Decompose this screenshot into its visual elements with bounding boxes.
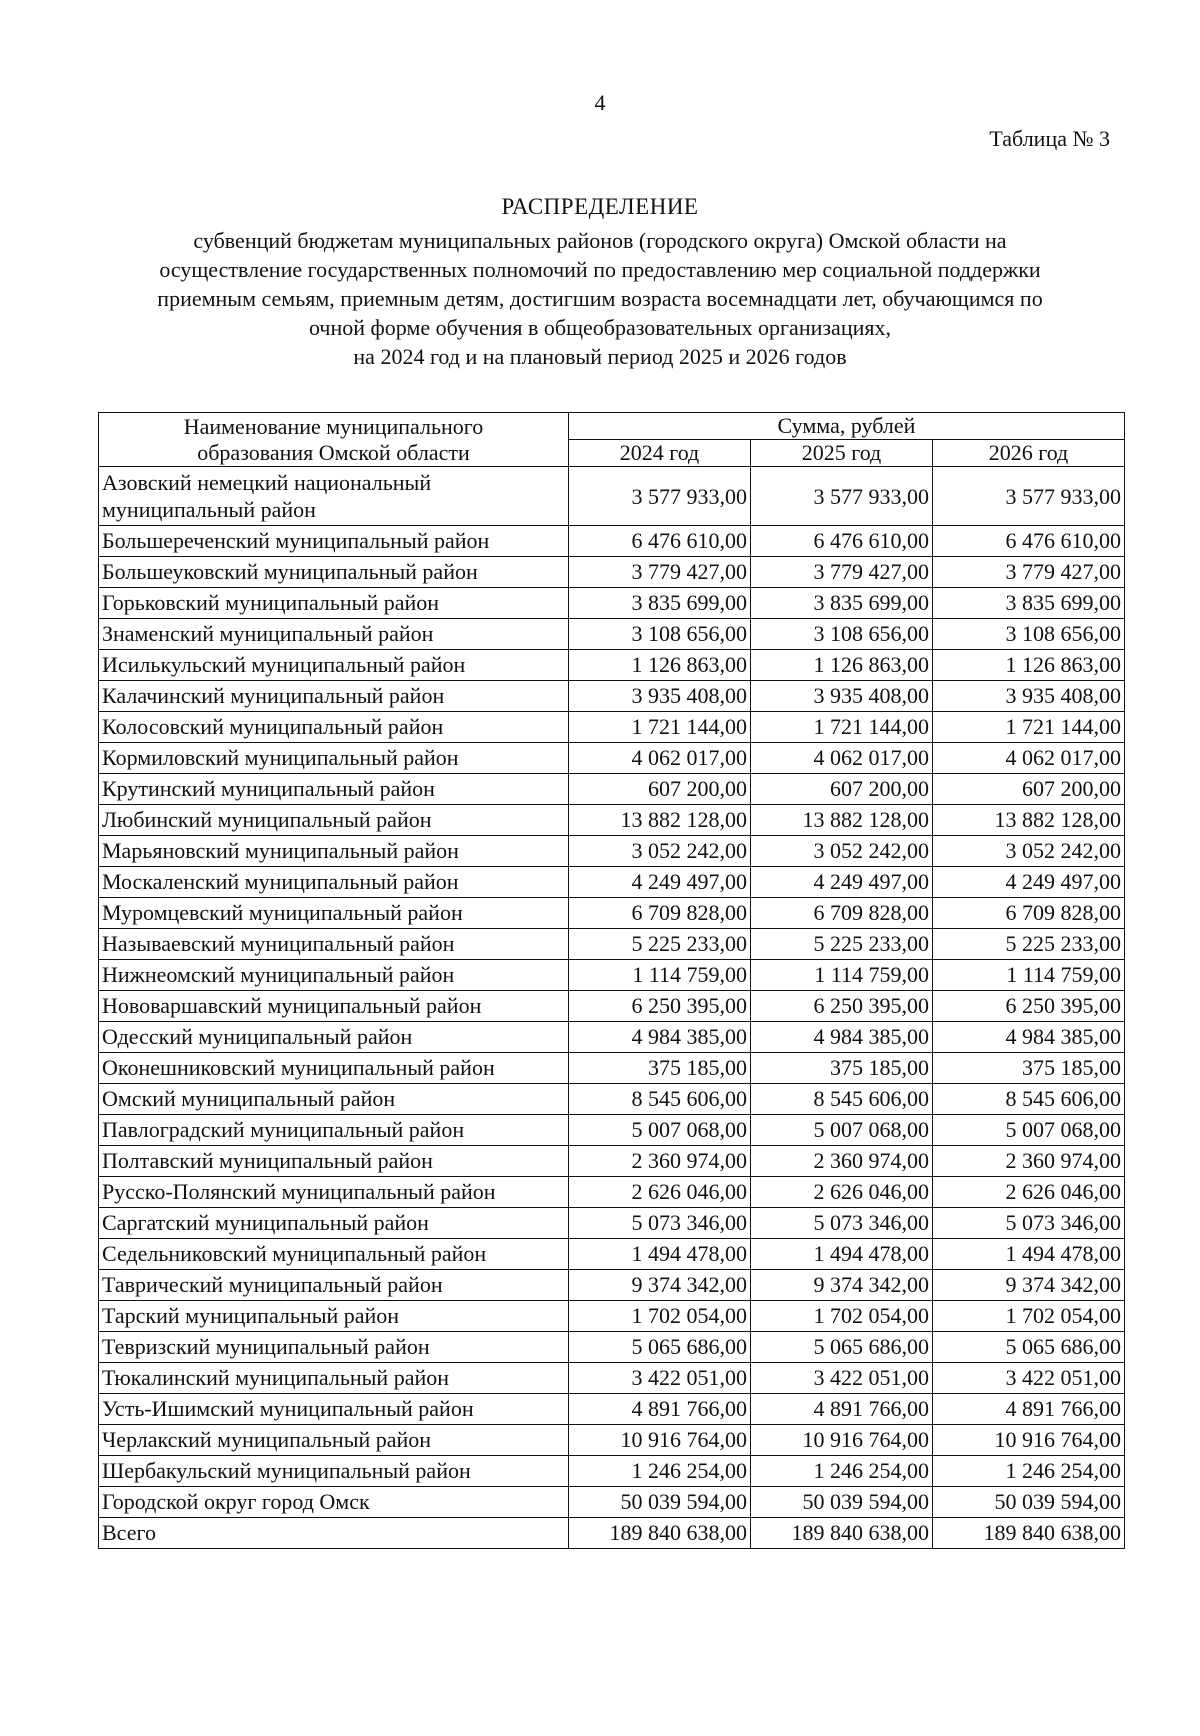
amount-2025: 4 891 766,00 [751,1394,933,1425]
amount-2024: 1 702 054,00 [569,1301,751,1332]
total-row [99,1518,1125,1549]
amount-2026: 4 891 766,00 [933,1394,1125,1425]
header-year-2025: 2025 год [751,440,933,467]
table-row [99,557,1125,588]
municipality-name: Павлоградский муниципальный район [99,1115,569,1146]
amount-2024: 3 935 408,00 [569,681,751,712]
table-row [99,1084,1125,1115]
amount-2025: 1 126 863,00 [751,650,933,681]
amount-2025: 13 882 128,00 [751,805,933,836]
table-row [99,1487,1125,1518]
amount-2024: 8 545 606,00 [569,1084,751,1115]
amount-2025: 6 250 395,00 [751,991,933,1022]
amount-2026: 1 702 054,00 [933,1301,1125,1332]
amount-2025: 1 702 054,00 [751,1301,933,1332]
municipality-name: Любинский муниципальный район [99,805,569,836]
amount-2024: 1 246 254,00 [569,1456,751,1487]
table-header-row [99,413,1125,440]
amount-2026: 6 476 610,00 [933,526,1125,557]
amount-2026: 50 039 594,00 [933,1487,1125,1518]
table-row [99,1177,1125,1208]
municipality-name: Большеуковский муниципальный район [99,557,569,588]
amount-2024: 10 916 764,00 [569,1425,751,1456]
amount-2026: 13 882 128,00 [933,805,1125,836]
amount-2026: 3 779 427,00 [933,557,1125,588]
subtitle-line: на 2024 год и на плановый период 2025 и 2026 годов [353,344,847,369]
table-row [99,619,1125,650]
document-subtitle [100,226,1100,371]
table-row [99,681,1125,712]
municipality-name-line: муниципальный район [102,497,316,522]
municipality-name: Оконешниковский муниципальный район [99,1053,569,1084]
table-row [99,960,1125,991]
municipality-name: Седельниковский муниципальный район [99,1239,569,1270]
municipality-name-line: Азовский немецкий национальный [102,470,432,495]
amount-2026: 607 200,00 [933,774,1125,805]
municipality-name: Русско-Полянский муниципальный район [99,1177,569,1208]
amount-2024: 6 250 395,00 [569,991,751,1022]
amount-2024: 50 039 594,00 [569,1487,751,1518]
header-name-column [99,413,569,467]
amount-2024: 4 062 017,00 [569,743,751,774]
municipality-name: Всего [99,1518,569,1549]
table-row [99,1208,1125,1239]
amount-2025: 9 374 342,00 [751,1270,933,1301]
table-row [99,1332,1125,1363]
municipality-name: Городской округ город Омск [99,1487,569,1518]
municipality-name: Знаменский муниципальный район [99,619,569,650]
amount-2024: 607 200,00 [569,774,751,805]
table-row [99,1425,1125,1456]
amount-2026: 4 249 497,00 [933,867,1125,898]
table-row [99,929,1125,960]
amount-2026: 3 422 051,00 [933,1363,1125,1394]
table-row [99,712,1125,743]
table-label: Таблица № 3 [989,126,1110,151]
municipality-name [99,467,569,526]
table-row [99,1053,1125,1084]
municipality-name: Таврический муниципальный район [99,1270,569,1301]
amount-2026: 3 108 656,00 [933,619,1125,650]
amount-2026: 8 545 606,00 [933,1084,1125,1115]
amount-2024: 6 476 610,00 [569,526,751,557]
amount-2026: 5 007 068,00 [933,1115,1125,1146]
amount-2024: 1 114 759,00 [569,960,751,991]
table-row [99,743,1125,774]
amount-2025: 3 835 699,00 [751,588,933,619]
amount-2024: 6 709 828,00 [569,898,751,929]
amount-2024: 13 882 128,00 [569,805,751,836]
amount-2026: 1 126 863,00 [933,650,1125,681]
municipality-name: Полтавский муниципальный район [99,1146,569,1177]
amount-2024: 9 374 342,00 [569,1270,751,1301]
table-row [99,1301,1125,1332]
municipality-name: Большереченский муниципальный район [99,526,569,557]
amount-2024: 3 577 933,00 [569,467,751,526]
amount-2025: 5 007 068,00 [751,1115,933,1146]
amount-2026: 1 494 478,00 [933,1239,1125,1270]
municipality-name: Калачинский муниципальный район [99,681,569,712]
amount-2026: 3 052 242,00 [933,836,1125,867]
amount-2024: 4 984 385,00 [569,1022,751,1053]
amount-2026: 3 935 408,00 [933,681,1125,712]
amount-2025: 50 039 594,00 [751,1487,933,1518]
amount-2025: 3 935 408,00 [751,681,933,712]
table-row [99,467,1125,526]
amount-2025: 3 052 242,00 [751,836,933,867]
header-name-line: образования Омской области [197,439,470,465]
amount-2025: 3 779 427,00 [751,557,933,588]
table-row [99,526,1125,557]
amount-2025: 3 577 933,00 [751,467,933,526]
amount-2025: 4 984 385,00 [751,1022,933,1053]
amount-2024: 2 360 974,00 [569,1146,751,1177]
amount-2024: 5 073 346,00 [569,1208,751,1239]
subtitle-line: осуществление государственных полномочий по предоставлению мер социальной поддержки [159,257,1041,282]
page-number: 4 [594,90,606,115]
municipality-name: Усть-Ишимский муниципальный район [99,1394,569,1425]
amount-2026: 3 835 699,00 [933,588,1125,619]
table-row [99,774,1125,805]
amount-2024: 1 126 863,00 [569,650,751,681]
amount-2026: 3 577 933,00 [933,467,1125,526]
amount-2024: 4 891 766,00 [569,1394,751,1425]
municipality-name: Тарский муниципальный район [99,1301,569,1332]
municipality-name: Муромцевский муниципальный район [99,898,569,929]
amount-2026: 189 840 638,00 [933,1518,1125,1549]
table-row [99,867,1125,898]
amount-2026: 4 984 385,00 [933,1022,1125,1053]
amount-2024: 4 249 497,00 [569,867,751,898]
amount-2026: 6 250 395,00 [933,991,1125,1022]
header-name-line: Наименование муниципального [183,413,484,439]
header-sum: Сумма, рублей [569,413,1125,440]
amount-2025: 4 249 497,00 [751,867,933,898]
municipality-name: Омский муниципальный район [99,1084,569,1115]
amount-2026: 1 246 254,00 [933,1456,1125,1487]
amount-2025: 6 709 828,00 [751,898,933,929]
table-row [99,1239,1125,1270]
amount-2026: 1 721 144,00 [933,712,1125,743]
municipality-name: Кормиловский муниципальный район [99,743,569,774]
municipality-name: Саргатский муниципальный район [99,1208,569,1239]
distribution-table [98,412,1125,1549]
amount-2025: 375 185,00 [751,1053,933,1084]
table-row [99,650,1125,681]
amount-2026: 375 185,00 [933,1053,1125,1084]
subtitle-line: приемным семьям, приемным детям, достигшим возраста восемнадцати лет, обучающимся по [157,286,1043,311]
amount-2024: 3 779 427,00 [569,557,751,588]
amount-2024: 1 494 478,00 [569,1239,751,1270]
table-row [99,898,1125,929]
amount-2026: 2 626 046,00 [933,1177,1125,1208]
amount-2025: 4 062 017,00 [751,743,933,774]
amount-2026: 5 073 346,00 [933,1208,1125,1239]
header-year-2026: 2026 год [933,440,1125,467]
amount-2025: 6 476 610,00 [751,526,933,557]
amount-2025: 607 200,00 [751,774,933,805]
amount-2024: 2 626 046,00 [569,1177,751,1208]
municipality-name: Нижнеомский муниципальный район [99,960,569,991]
amount-2026: 5 225 233,00 [933,929,1125,960]
municipality-name: Исилькульский муниципальный район [99,650,569,681]
table-row [99,1022,1125,1053]
municipality-name: Горьковский муниципальный район [99,588,569,619]
municipality-name: Одесский муниципальный район [99,1022,569,1053]
amount-2026: 4 062 017,00 [933,743,1125,774]
amount-2025: 1 494 478,00 [751,1239,933,1270]
municipality-name: Крутинский муниципальный район [99,774,569,805]
municipality-name: Черлакский муниципальный район [99,1425,569,1456]
amount-2025: 8 545 606,00 [751,1084,933,1115]
amount-2025: 1 246 254,00 [751,1456,933,1487]
municipality-name: Москаленский муниципальный район [99,867,569,898]
municipality-name: Тюкалинский муниципальный район [99,1363,569,1394]
amount-2026: 1 114 759,00 [933,960,1125,991]
table-row [99,1115,1125,1146]
amount-2026: 10 916 764,00 [933,1425,1125,1456]
amount-2024: 3 108 656,00 [569,619,751,650]
subtitle-line: субвенций бюджетам муниципальных районов (городского округа) Омской области на [193,228,1007,253]
municipality-name: Шербакульский муниципальный район [99,1456,569,1487]
amount-2025: 5 065 686,00 [751,1332,933,1363]
amount-2025: 1 721 144,00 [751,712,933,743]
amount-2025: 3 422 051,00 [751,1363,933,1394]
amount-2024: 5 007 068,00 [569,1115,751,1146]
amount-2024: 189 840 638,00 [569,1518,751,1549]
amount-2025: 5 073 346,00 [751,1208,933,1239]
amount-2026: 9 374 342,00 [933,1270,1125,1301]
table-row [99,1394,1125,1425]
amount-2024: 3 052 242,00 [569,836,751,867]
table-row [99,805,1125,836]
amount-2025: 5 225 233,00 [751,929,933,960]
table-row [99,1363,1125,1394]
municipality-name: Нововаршавский муниципальный район [99,991,569,1022]
amount-2025: 1 114 759,00 [751,960,933,991]
amount-2026: 5 065 686,00 [933,1332,1125,1363]
amount-2024: 3 835 699,00 [569,588,751,619]
amount-2024: 1 721 144,00 [569,712,751,743]
amount-2025: 2 626 046,00 [751,1177,933,1208]
amount-2024: 375 185,00 [569,1053,751,1084]
amount-2024: 3 422 051,00 [569,1363,751,1394]
document-title: РАСПРЕДЕЛЕНИЕ [501,194,699,219]
municipality-name: Тевризский муниципальный район [99,1332,569,1363]
amount-2026: 2 360 974,00 [933,1146,1125,1177]
subtitle-line: очной форме обучения в общеобразовательных организациях, [308,315,891,340]
table-row [99,1270,1125,1301]
amount-2025: 189 840 638,00 [751,1518,933,1549]
table-row [99,991,1125,1022]
table-row [99,588,1125,619]
amount-2025: 2 360 974,00 [751,1146,933,1177]
table-row [99,1456,1125,1487]
amount-2024: 5 225 233,00 [569,929,751,960]
table-row [99,1146,1125,1177]
municipality-name: Марьяновский муниципальный район [99,836,569,867]
header-year-2024: 2024 год [569,440,751,467]
amount-2024: 5 065 686,00 [569,1332,751,1363]
amount-2026: 6 709 828,00 [933,898,1125,929]
table-row [99,836,1125,867]
municipality-name: Называевский муниципальный район [99,929,569,960]
amount-2025: 10 916 764,00 [751,1425,933,1456]
amount-2025: 3 108 656,00 [751,619,933,650]
municipality-name: Колосовский муниципальный район [99,712,569,743]
